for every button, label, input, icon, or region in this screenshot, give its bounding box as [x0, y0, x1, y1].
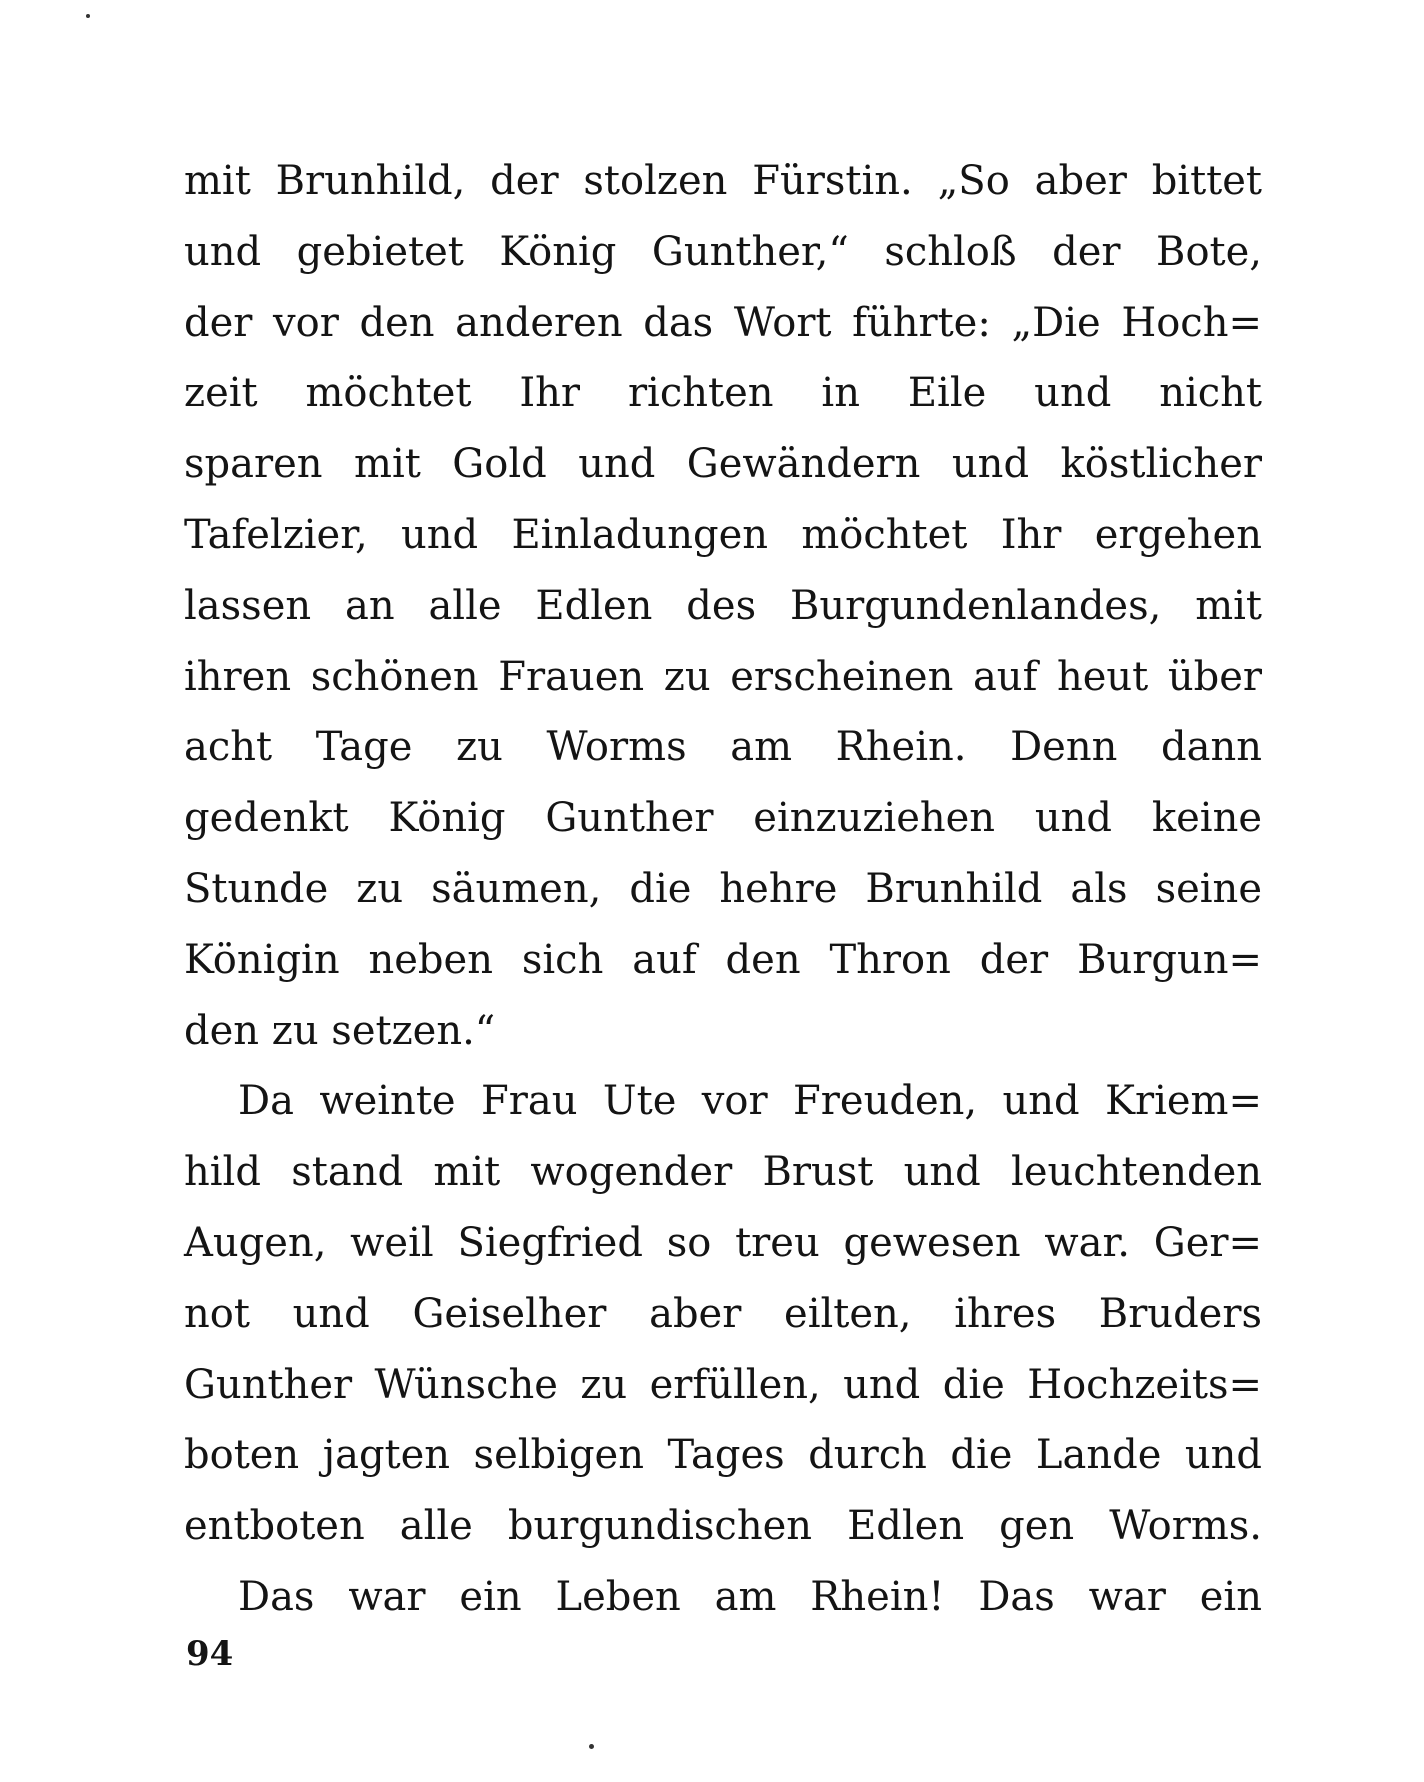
print-speck	[589, 1744, 594, 1749]
body-text	[184, 146, 1262, 1633]
text-line: lassen an alle Edlen des Burgundenlandes, mit	[184, 582, 1262, 629]
text-line: boten jagten selbigen Tages durch die Lande und	[184, 1432, 1262, 1479]
text-line: ihren schönen Frauen zu erscheinen auf heut über	[184, 653, 1262, 700]
text-line: sparen mit Gold und Gewändern und köstlicher	[184, 441, 1262, 488]
print-speck	[86, 14, 90, 18]
text-line: Königin neben sich auf den Thron der Burgun=	[184, 936, 1262, 983]
text-line: entboten alle burgundischen Edlen gen Worms.	[184, 1503, 1262, 1550]
text-line: zeit möchtet Ihr richten in Eile und nicht	[184, 370, 1262, 417]
page-number: 94	[186, 1634, 234, 1674]
text-line: Augen, weil Siegfried so treu gewesen war. Ger=	[184, 1219, 1262, 1266]
text-line: Da weinte Frau Ute vor Freuden, und Kriem=	[238, 1078, 1262, 1125]
text-line: gedenkt König Gunther einzuziehen und keine	[184, 795, 1262, 842]
text-line: und gebietet König Gunther,“ schloß der Bote,	[184, 228, 1262, 275]
text-line: den zu setzen.“	[184, 1007, 496, 1054]
text-line: hild stand mit wogender Brust und leuchtenden	[184, 1149, 1262, 1196]
text-line: mit Brunhild, der stolzen Fürstin. „So aber bittet	[184, 158, 1262, 204]
text-line: der vor den anderen das Wort führte: „Die Hoch=	[184, 299, 1262, 346]
text-line: acht Tage zu Worms am Rhein. Denn dann	[184, 724, 1262, 771]
text-line: Das war ein Leben am Rhein! Das war ein	[238, 1573, 1262, 1620]
text-line: Stunde zu säumen, die hehre Brunhild als seine	[184, 865, 1262, 912]
text-line: not und Geiselher aber eilten, ihres Bruders	[184, 1290, 1262, 1337]
text-line: Gunther Wünsche zu erfüllen, und die Hochzeits=	[184, 1361, 1262, 1408]
text-line: Tafelzier, und Einladungen möchtet Ihr ergehen	[184, 511, 1262, 558]
